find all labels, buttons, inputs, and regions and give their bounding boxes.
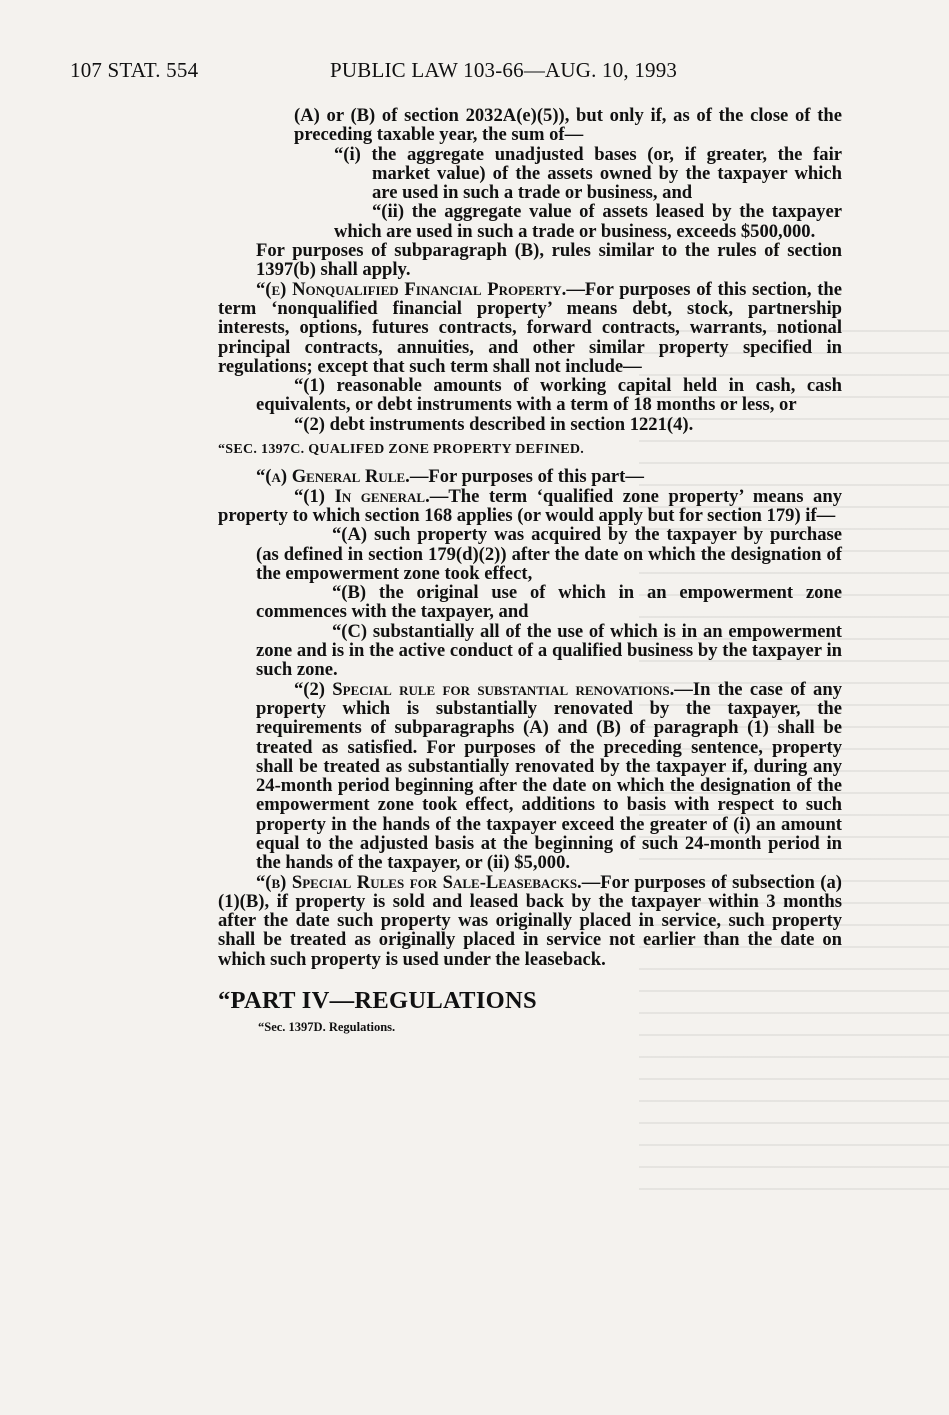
paragraph-a1-text: —The term ‘qualified zone property’ means any property to which section 168 applies (or would apply but for section 179) if—	[218, 485, 842, 526]
subsection-b-heading: “(b) Special Rules for Sale-Leasebacks.	[256, 871, 582, 893]
section-heading-1397c: “SEC. 1397C. QUALIFED ZONE PROPERTY DEFINED.	[218, 442, 585, 458]
subsection-e-heading: “(e) Nonqualified Financial Property.	[256, 278, 567, 300]
statute-body	[218, 106, 842, 1038]
subparagraph-a: “(A) such property was acquired by the taxpayer by purchase (as defined in section 179(d)(2)) after the date on which the designation of the empowerment zone took effect,	[256, 524, 842, 584]
subsection-b	[218, 873, 842, 969]
clause-i: “(i) the aggregate unadjusted bases (or, if greater, the fair market value) of the assets owned by the taxpayer which are used in such a trade or business, and	[334, 143, 842, 204]
subsection-b-text: —For purposes of subsection (a)(1)(B), if property is sold and leased back by the taxpayer within 3 months after the date such property was originally placed in service, such property shall be treated as originally placed in service not earlier than the date on which such property is used under the leaseback.	[218, 871, 842, 970]
running-head	[70, 58, 880, 88]
clause-continuation: (A) or (B) of section 2032A(e)(5)), but only if, as of the close of the preceding taxable year, the sum of—	[294, 105, 842, 146]
clause-ii: “(ii) the aggregate value of assets leased by the taxpayer which are used in such a trade or business, exceeds $500,000.	[334, 201, 842, 242]
subsection-e	[218, 280, 842, 376]
subparagraph-b-note: For purposes of subparagraph (B), rules similar to the rules of section 1397(b) shall apply.	[256, 240, 842, 281]
paragraph-a2-heading: “(2) Special rule for substantial renovations.	[294, 678, 675, 700]
paragraph-a2-text: —In the case of any property which is substantially renovated by the taxpayer, the requirements of subparagraphs (A) and (B) of paragraph (1) shall be treated as satisfied. For purposes of the preceding sentence, property shall be treated as substantially renovated by the taxpayer if, during any 24-month period beginning after the date on which the designation of the empowerment zone took effect, additions to basis with respect to such property in the hands of the taxpayer exceed the greater of (i) an amount equal to the adjusted basis at the beginning of such 24-month period in the hands of the taxpayer, or (ii) $5,000.	[256, 678, 842, 874]
subsection-e-text: —For purposes of this section, the term ‘nonqualified financial property’ means debt, stock, partnership interests, options, futures contracts, forward contracts, warrants, notional principal contracts, annuities, and other similar property specified in regulations; except that such term shall not include—	[218, 278, 842, 377]
paragraph-e2: “(2) debt instruments described in section 1221(4).	[294, 413, 694, 435]
subsection-a-text: —For purposes of this part—	[409, 466, 644, 488]
paragraph-e1: “(1) reasonable amounts of working capital held in cash, cash equivalents, or debt instruments with a term of 18 months or less, or	[256, 375, 842, 416]
subsection-a	[218, 467, 842, 486]
table-of-contents-entry: “Sec. 1397D. Regulations.	[258, 1020, 396, 1035]
stat-page-number: 107 STAT. 554	[70, 58, 199, 82]
paragraph-a1-heading: “(1) In general.	[294, 485, 430, 507]
part-heading: “PART IV—REGULATIONS	[218, 987, 537, 1015]
public-law-citation: PUBLIC LAW 103-66—AUG. 10, 1993	[330, 58, 678, 82]
paragraph-a1	[218, 487, 842, 526]
subparagraph-c: “(C) substantially all of the use of which is in an empowerment zone and is in the active conduct of a qualified business by the taxpayer in such zone.	[256, 620, 842, 681]
subparagraph-b: “(B) the original use of which in an empowerment zone commences with the taxpayer, and	[256, 582, 842, 623]
paragraph-a2	[218, 680, 842, 873]
subsection-a-heading: “(a) General Rule.	[256, 466, 410, 488]
